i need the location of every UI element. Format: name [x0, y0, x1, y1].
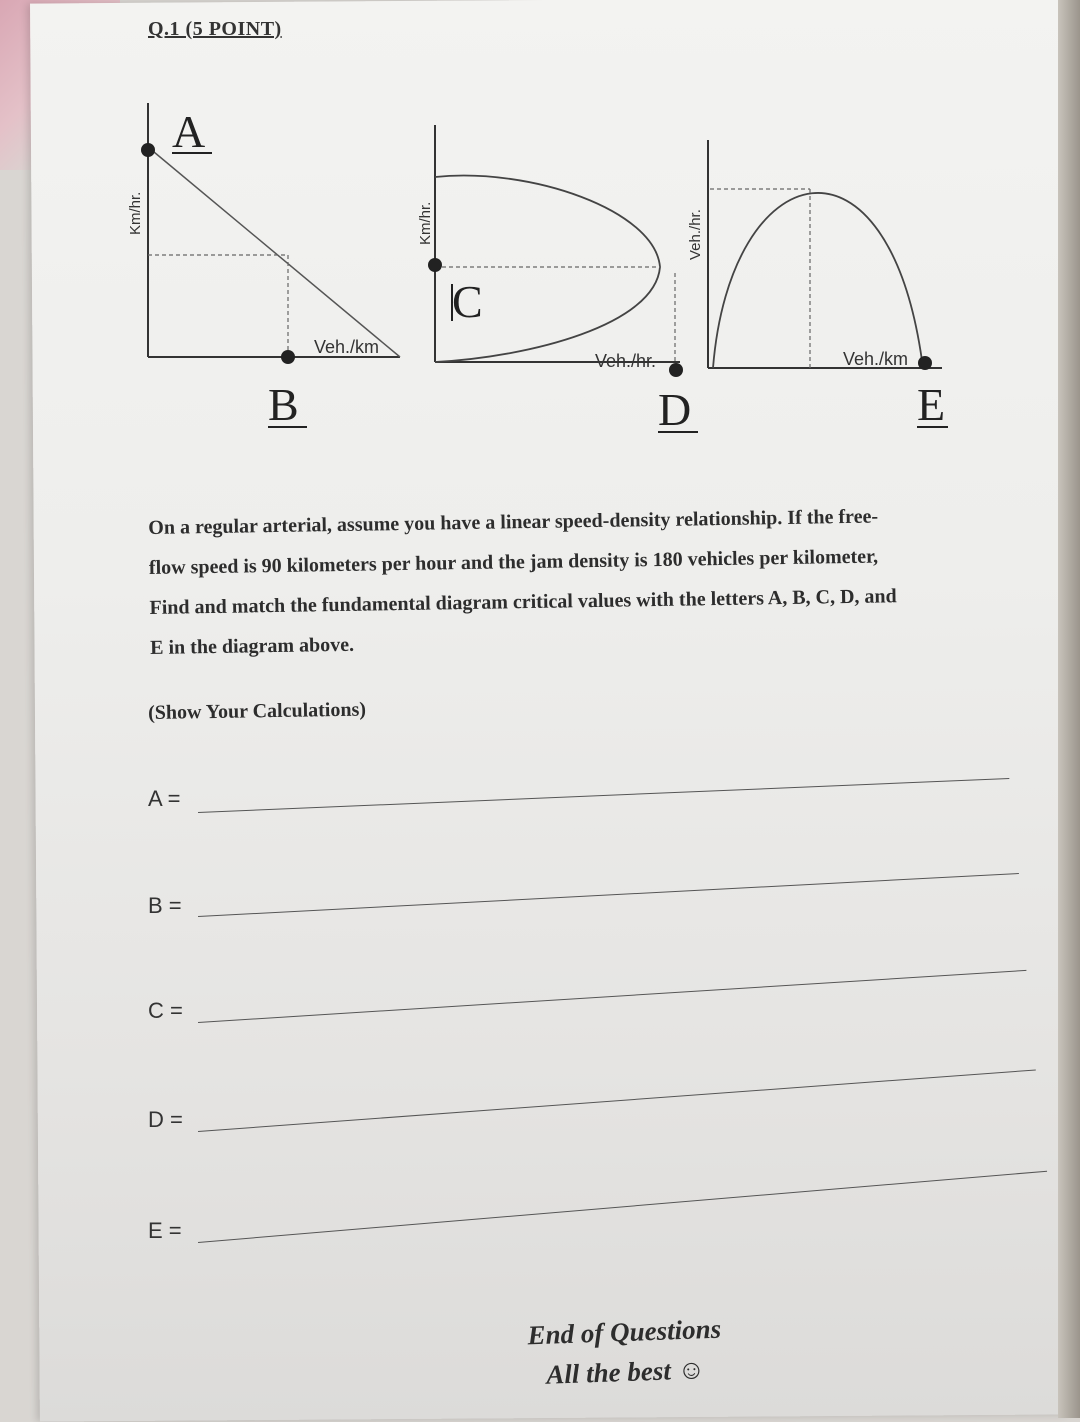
- paragraph-line-2: flow speed is 90 kilometers per hour and the jam density is 180 vehicles per kilometer,: [148, 545, 879, 579]
- graph1-y-axis-label: Km/hr.: [127, 191, 144, 235]
- graph2-x-axis-label: Veh./hr.: [595, 351, 657, 371]
- fundamental-diagrams-figure: [110, 95, 970, 445]
- speed-flow-graph: [417, 125, 698, 435]
- point-b-marker: [281, 350, 295, 364]
- answer-b-label: B =: [148, 893, 182, 918]
- letter-c: C: [452, 276, 483, 327]
- graph2-y-axis-label: Km/hr.: [417, 201, 434, 245]
- question-paragraph: [148, 495, 1000, 668]
- paper-edge-shadow: [1058, 0, 1080, 1418]
- letter-d: D: [658, 384, 692, 435]
- letter-b: B: [268, 379, 299, 430]
- graph1-x-axis-label: Veh./km: [314, 337, 380, 357]
- speed-density-line: [148, 147, 400, 357]
- letter-e: E: [917, 379, 946, 430]
- paragraph-line-1: On a regular arterial, assume you have a linear speed-density relationship. If the free-: [148, 505, 879, 539]
- answer-c-label: C =: [148, 998, 183, 1023]
- point-e-marker: [918, 356, 932, 370]
- letter-a: A: [172, 106, 206, 157]
- graph3-x-axis-label: Veh./km: [843, 349, 909, 369]
- closing-note: [504, 1308, 747, 1396]
- end-of-questions-text: End of Questions: [527, 1313, 722, 1351]
- answer-e-label: E =: [148, 1218, 182, 1243]
- all-the-best-text: All the best ☺: [545, 1354, 706, 1390]
- flow-density-curve: [713, 193, 923, 368]
- answer-d-label: D =: [148, 1107, 183, 1132]
- flow-density-graph: [687, 140, 948, 430]
- show-calculations-note: (Show Your Calculations): [148, 698, 367, 724]
- speed-flow-curve: [435, 176, 660, 362]
- question-title: Q.1 (5 POINT): [148, 18, 282, 40]
- answer-a-label: A =: [148, 786, 181, 811]
- paragraph-line-4: E in the diagram above.: [150, 633, 355, 659]
- graph3-y-axis-label: Veh./hr.: [687, 209, 704, 260]
- paragraph-line-3: Find and match the fundamental diagram critical values with the letters A, B, C, D, and: [149, 585, 897, 619]
- point-d-marker: [669, 363, 683, 377]
- point-c-marker: [428, 258, 442, 272]
- speed-density-graph: [127, 103, 400, 430]
- point-a-marker: [141, 143, 155, 157]
